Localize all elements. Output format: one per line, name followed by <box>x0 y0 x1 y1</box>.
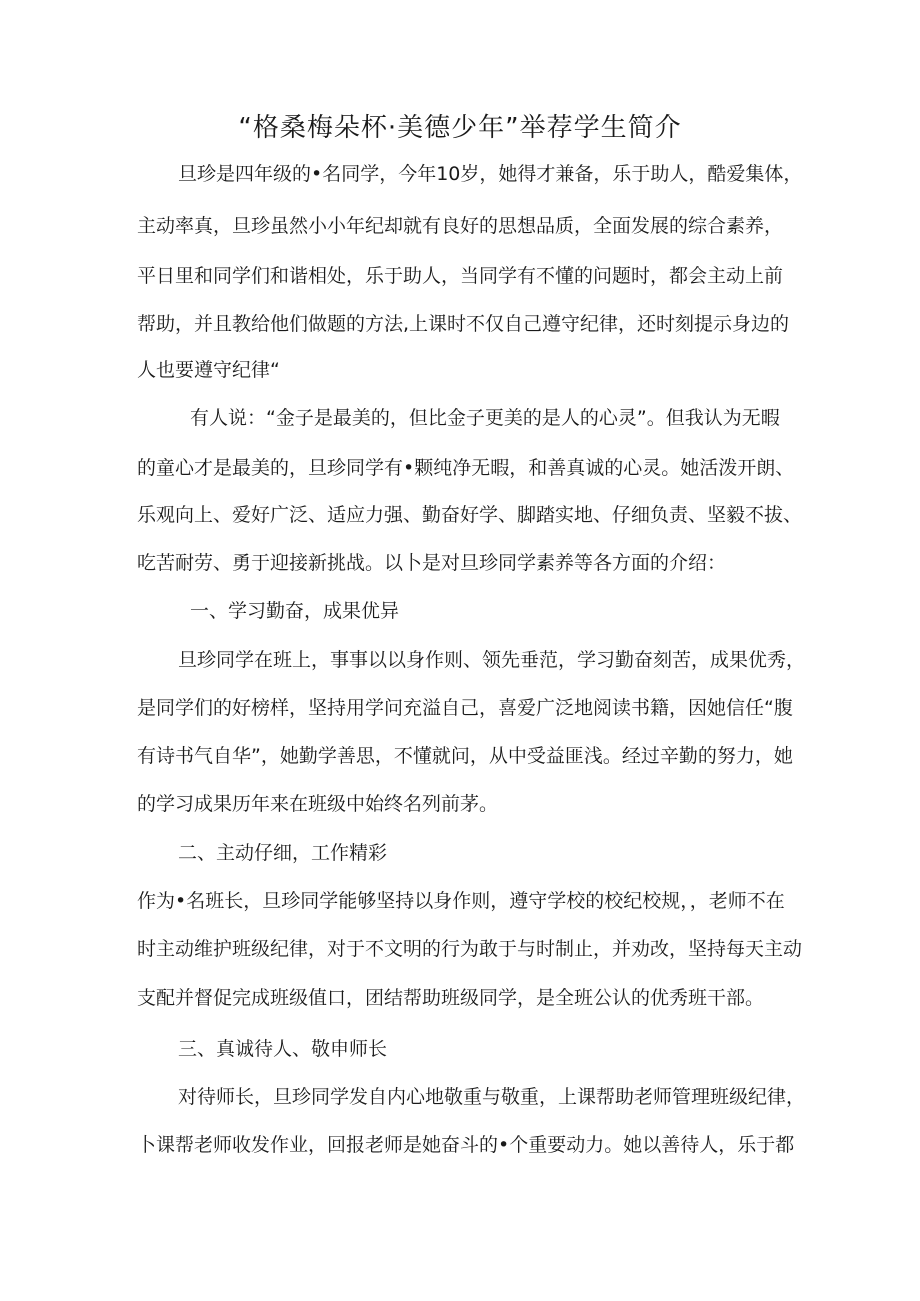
paragraph-line: 帮助，并且教给他们做题的方法,上课时不仅自己遵守纪律，还时刻提示身边的 <box>137 313 790 335</box>
paragraph-line: 旦珍同学在班上，事事以以身作则、领先垂范，学习勤奋刻苦，成果优秀， <box>178 649 806 671</box>
paragraph-line: 人也要遵守纪律“ <box>137 359 280 381</box>
paragraph-line: 有人说：“金子是最美的，但比金子更美的是人的心灵”。但我认为无暇 <box>190 407 780 429</box>
document-title: “格桑梅朵杯·美德少年”举荐学生简介 <box>238 113 682 143</box>
paragraph-line: 平日里和同学们和谐相处，乐于助人，当同学有不懂的问题时，都会主动上前 <box>137 265 784 287</box>
section-heading: 三、真诚待人、敬申师长 <box>178 1038 388 1060</box>
paragraph-line: 旦珍是四年级的•名同学，今年10岁，她得才兼备，乐于助人，酷爱集体， <box>178 163 803 185</box>
paragraph-line: 支配并督促完成班级值口，团结帮助班级同学，是全班公认的优秀班干部。 <box>137 987 765 1009</box>
paragraph-line: 对待师长，旦珍同学发自内心地敬重与敬重，上课帮助老师管理班级纪律， <box>178 1086 806 1108</box>
section-heading: 一、学习勤奋，成果优异 <box>190 600 400 622</box>
paragraph-line: 时主动维护班级纪律，对于不文明的行为敢于与时制止，并劝改，坚持每天主动 <box>137 938 803 960</box>
paragraph-line: 的童心才是最美的，旦珍同学有•颗纯净无暇，和善真诚的心灵。她活泼开朗、 <box>137 457 795 479</box>
paragraph-line: 卜课帮老师收发作业，回报老师是她奋斗的•个重要动力。她以善待人，乐于都 <box>137 1134 795 1156</box>
paragraph-line: 吃苦耐劳、勇于迎接新挑战。以卜是对旦珍同学素养等各方面的介绍： <box>137 552 727 574</box>
paragraph-line: 有诗书气自华”，她勤学善思，不懂就问，从中受益匪浅。经过辛勤的努力，她 <box>137 745 793 767</box>
paragraph-line: 主动率真，旦珍虽然小小年纪却就有良好的思想品质，全面发展的综合素养， <box>137 215 784 237</box>
paragraph-line: 的学习成果历年来在班级中始终名列前茅。 <box>137 793 499 815</box>
paragraph-line: 是同学们的好榜样，坚持用学问充溢自己，喜爱广泛地阅读书籍，因她信任“腹 <box>137 697 793 719</box>
paragraph-line: 乐观向上、爱好广泛、适应力强、勤奋好学、脚踏实地、仔细负责、坚毅不拔、 <box>137 504 803 526</box>
paragraph-line: 作为•名班长，旦珍同学能够坚持以身作则，遵守学校的校纪校规，，老师不在 <box>137 890 785 912</box>
section-heading: 二、主动仔细，工作精彩 <box>178 842 388 864</box>
